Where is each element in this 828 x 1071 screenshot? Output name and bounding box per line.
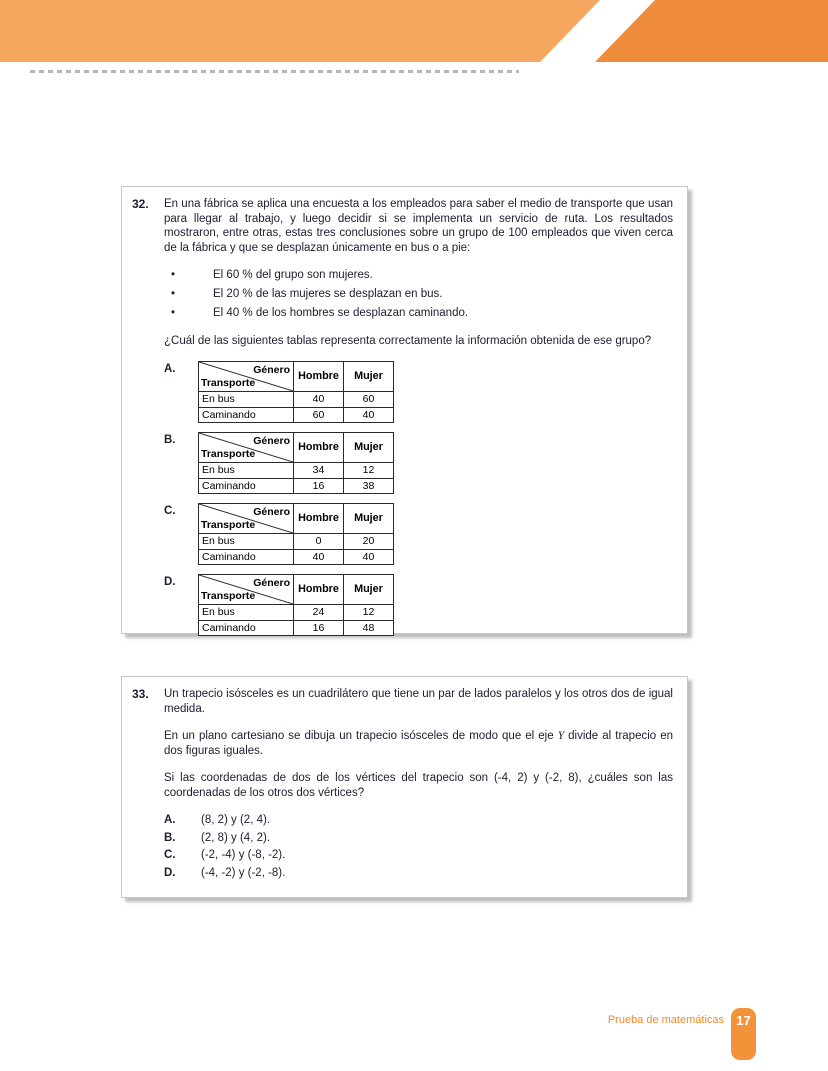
answer-option-c <box>164 503 673 565</box>
option-text: (8, 2) y (2, 4). <box>201 814 271 826</box>
page-number-tab: 17 <box>731 1008 756 1060</box>
column-header: Mujer <box>344 433 394 463</box>
row-label: Caminando <box>199 478 294 494</box>
cell-value: 34 <box>294 463 344 479</box>
question-32-intro: En una fábrica se aplica una encuesta a los empleados para saber el medio de transporte que usan para llegar al trabajo, y luego decidir si se implementa un servicio de ruta. Los resultados mostraron, entre otras, estas tres conclusiones sobre un grupo de 100 empleados que viven cerca de la fábrica y que se desplazan únicamente en bus o a pie: <box>164 198 673 254</box>
question-33-para2 <box>164 729 673 758</box>
table-corner-cell <box>199 362 294 392</box>
option-letter: D. <box>164 576 176 588</box>
option-letter: D. <box>164 866 176 879</box>
dashed-divider <box>30 70 519 73</box>
table-row <box>199 534 394 550</box>
cell-value: 12 <box>344 463 394 479</box>
answer-option-a <box>164 361 673 423</box>
header-band-graphic <box>0 0 828 62</box>
option-a-table <box>198 361 394 423</box>
table-corner-cell <box>199 575 294 605</box>
column-header: Hombre <box>294 433 344 463</box>
corner-label-transporte: Transporte <box>201 589 256 602</box>
answer-option-d <box>164 866 673 882</box>
corner-label-genero: Género <box>253 364 290 376</box>
table-row <box>199 407 394 423</box>
table-row <box>199 605 394 621</box>
cell-value: 24 <box>294 605 344 621</box>
question-32-bullets <box>164 268 673 321</box>
cell-value: 0 <box>294 534 344 550</box>
cell-value: 16 <box>294 478 344 494</box>
option-letter: A. <box>164 363 176 375</box>
corner-label-transporte: Transporte <box>201 518 256 531</box>
row-label: Caminando <box>199 620 294 636</box>
option-c-table <box>198 503 394 565</box>
column-header: Hombre <box>294 362 344 392</box>
cell-value: 20 <box>344 534 394 550</box>
row-label: En bus <box>199 605 294 621</box>
table-row <box>199 463 394 479</box>
cell-value: 60 <box>344 392 394 408</box>
option-letter: C. <box>164 849 176 861</box>
cell-value: 40 <box>344 407 394 423</box>
corner-label-transporte: Transporte <box>201 376 256 389</box>
column-header: Mujer <box>344 362 394 392</box>
axis-y-symbol: Y <box>557 730 565 742</box>
cell-value: 38 <box>344 478 394 494</box>
cell-value: 48 <box>344 620 394 636</box>
question-32-box <box>121 186 688 634</box>
row-label: En bus <box>199 534 294 550</box>
bullet-item: • El 40 % de los hombres se desplazan caminando. <box>164 306 673 321</box>
answer-option-a <box>164 813 673 829</box>
row-label: Caminando <box>199 407 294 423</box>
answer-option-c <box>164 848 673 864</box>
option-text: (2, 8) y (4, 2). <box>201 831 271 844</box>
table-row <box>199 392 394 408</box>
option-letter: C. <box>164 505 176 517</box>
cell-value: 40 <box>294 549 344 565</box>
cell-value: 60 <box>294 407 344 423</box>
option-letter: B. <box>164 831 176 844</box>
corner-label-genero: Género <box>253 435 290 447</box>
option-text: (-4, -2) y (-2, -8). <box>201 866 286 879</box>
option-letter: B. <box>164 434 176 446</box>
corner-label-genero: Género <box>253 577 290 589</box>
bullet-item: • El 60 % del grupo son mujeres. <box>164 268 673 283</box>
footer-section-label: Prueba de matemáticas <box>607 1014 724 1026</box>
row-label: En bus <box>199 463 294 479</box>
question-number: 33. <box>132 687 149 701</box>
table-row <box>199 549 394 565</box>
table-row <box>199 620 394 636</box>
option-letter: A. <box>164 814 176 826</box>
cell-value: 40 <box>294 392 344 408</box>
cell-value: 16 <box>294 620 344 636</box>
option-d-table <box>198 574 394 636</box>
option-b-table <box>198 432 394 494</box>
question-number: 32. <box>132 197 149 211</box>
table-corner-cell <box>199 433 294 463</box>
table-row <box>199 478 394 494</box>
question-33-box <box>121 676 688 898</box>
answer-option-b <box>164 432 673 494</box>
option-text: (-2, -4) y (-8, -2). <box>201 849 286 861</box>
corner-label-transporte: Transporte <box>201 447 256 460</box>
bullet-item: • El 20 % de las mujeres se desplazan en bus. <box>164 287 673 302</box>
question-32-prompt: ¿Cuál de las siguientes tablas representa correctamente la información obtenida de ese grupo? <box>164 334 652 347</box>
answer-option-d <box>164 574 673 636</box>
cell-value: 40 <box>344 549 394 565</box>
column-header: Mujer <box>344 575 394 605</box>
column-header: Hombre <box>294 575 344 605</box>
question-33-para3: Si las coordenadas de dos de los vértices del trapecio son (-4, 2) y (-2, 8), ¿cuáles son las coordenadas de los otros dos vértices? <box>164 772 673 799</box>
row-label: Caminando <box>199 549 294 565</box>
question-33-para1: Un trapecio isósceles es un cuadrilátero que tiene un par de lados paralelos y los otros dos de igual medida. <box>164 688 673 715</box>
cell-value: 12 <box>344 605 394 621</box>
para2-post: divide al trapecio en dos figuras iguales. <box>164 730 674 757</box>
para2-pre: En un plano cartesiano se dibuja un trapecio isósceles de modo que el eje <box>164 730 558 742</box>
column-header: Hombre <box>294 504 344 534</box>
row-label: En bus <box>199 392 294 408</box>
header-band <box>0 0 828 62</box>
column-header: Mujer <box>344 504 394 534</box>
corner-label-genero: Género <box>253 506 290 518</box>
table-corner-cell <box>199 504 294 534</box>
answer-option-b <box>164 831 673 847</box>
